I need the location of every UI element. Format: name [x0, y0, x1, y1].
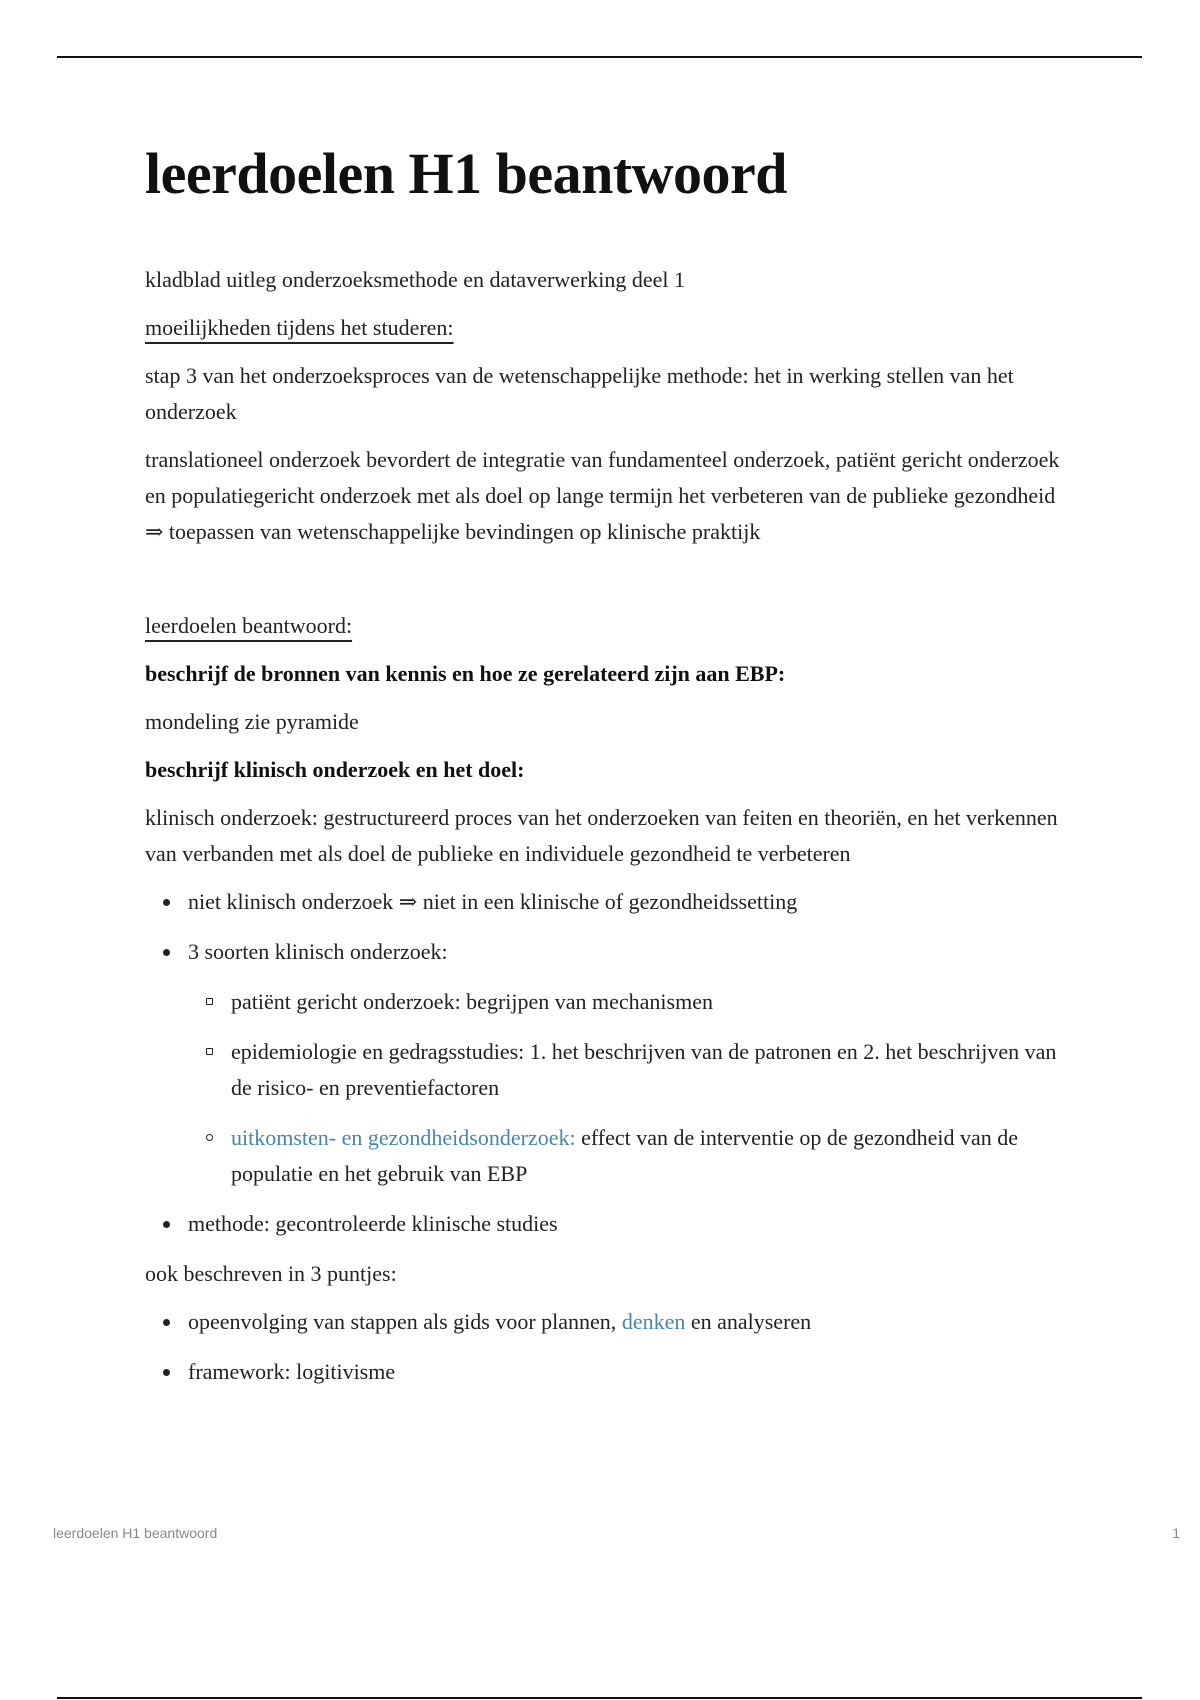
list-item: niet klinisch onderzoek ⇒ niet in een klinische of gezondheidssetting	[145, 884, 1075, 920]
list-item: methode: gecontroleerde klinische studies	[145, 1206, 1075, 1242]
research-types-list	[188, 984, 1075, 1192]
page-number: 1	[1172, 1525, 1180, 1541]
list-item-text: en analyseren	[685, 1309, 812, 1334]
question-1	[145, 656, 1075, 692]
document-body	[145, 262, 1075, 1404]
difficulties-heading	[145, 310, 1075, 346]
also-described-text: ook beschreven in 3 puntjes:	[145, 1261, 397, 1286]
bottom-rule	[57, 1697, 1142, 1699]
list-item-text: 3 soorten klinisch onderzoek:	[188, 939, 448, 964]
spacer	[145, 562, 1075, 608]
difficulty-paragraph: stap 3 van het onderzoeksproces van de wetenschappelijke methode: het in werking stellen van het onderzoek	[145, 363, 1014, 424]
list-item	[145, 934, 1075, 1192]
sub-list-item-text: effect van de interventie op de gezondheid van de populatie en het gebruik van EBP	[231, 1125, 1019, 1186]
outcomes-research-link[interactable]: uitkomsten- en gezondheidsonderzoek:	[231, 1125, 576, 1150]
clinical-research-list	[145, 884, 1075, 1242]
list-item-text: opeenvolging van stappen als gids voor plannen,	[188, 1309, 622, 1334]
top-rule	[57, 56, 1142, 58]
difficulty-paragraph: translationeel onderzoek bevordert de integratie van fundamenteel onderzoek, patiënt gericht onderzoek en populatiegericht onderzoek met als doel op lange termijn het verbeteren van de publieke gezondheid ⇒ toepassen van wetenschappelijke bevindingen op klinische praktijk	[145, 447, 1060, 544]
question-2	[145, 752, 1075, 788]
goals-heading	[145, 608, 1075, 644]
goals-heading-text: leerdoelen beantwoord:	[145, 613, 353, 638]
denken-link[interactable]: denken	[621, 1309, 686, 1334]
sub-list-item: patiënt gericht onderzoek: begrijpen van mechanismen	[188, 984, 1075, 1020]
sub-list-item: epidemiologie en gedragsstudies: 1. het beschrijven van de patronen en 2. het beschrijven van de risico- en preventiefactoren	[188, 1034, 1075, 1106]
intro-text: kladblad uitleg onderzoeksmethode en dataverwerking deel 1	[145, 267, 686, 292]
footer-title: leerdoelen H1 beantwoord	[53, 1525, 218, 1541]
difficulties-heading-text: moeilijkheden tijdens het studeren:	[145, 315, 454, 340]
page-title: leerdoelen H1 beantwoord	[145, 141, 788, 206]
question-1-text: beschrijf de bronnen van kennis en hoe ze gerelateerd zijn aan EBP:	[145, 661, 786, 686]
list-item: framework: logitivisme	[145, 1354, 1075, 1390]
points-list	[145, 1304, 1075, 1390]
sub-list-item	[188, 1120, 1075, 1192]
question-2-text: beschrijf klinisch onderzoek en het doel:	[145, 757, 525, 782]
list-item	[145, 1304, 1075, 1340]
answer-1: mondeling zie pyramide	[145, 709, 359, 734]
answer-2: klinisch onderzoek: gestructureerd proces van het onderzoeken van feiten en theoriën, en het verkennen van verbanden met als doel de publieke en individuele gezondheid te verbeteren	[145, 805, 1058, 866]
